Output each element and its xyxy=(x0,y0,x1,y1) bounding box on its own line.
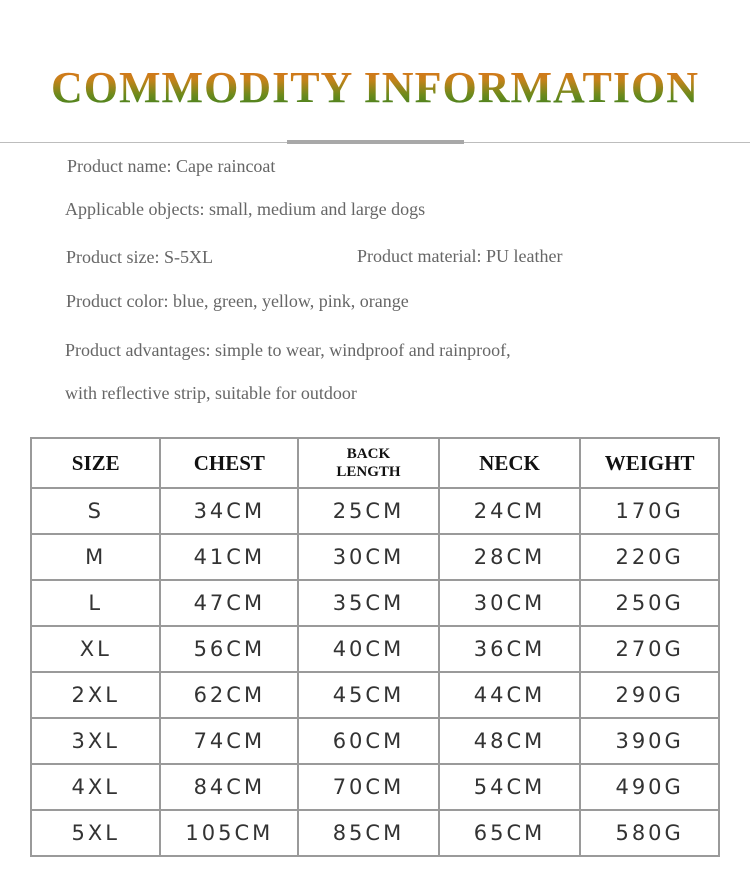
cell-size: XL xyxy=(31,626,160,672)
page-title: COMMODITY INFORMATION xyxy=(0,62,750,113)
product-color: Product color: blue, green, yellow, pink, orange xyxy=(66,291,409,311)
table-body xyxy=(31,488,719,856)
cell-neck: 28CM xyxy=(439,534,581,580)
cell-size: L xyxy=(31,580,160,626)
cell-back-length: 40CM xyxy=(298,626,439,672)
header-back-length-line2: LENGTH xyxy=(336,464,401,480)
table-row xyxy=(31,626,719,672)
table-row xyxy=(31,580,719,626)
table-row xyxy=(31,718,719,764)
cell-size: 4XL xyxy=(31,764,160,810)
cell-size: 3XL xyxy=(31,718,160,764)
cell-chest: 47CM xyxy=(160,580,298,626)
cell-size: S xyxy=(31,488,160,534)
table-row xyxy=(31,764,719,810)
cell-back-length: 60CM xyxy=(298,718,439,764)
cell-back-length: 70CM xyxy=(298,764,439,810)
cell-weight: 490G xyxy=(580,764,719,810)
cell-back-length: 45CM xyxy=(298,672,439,718)
header-chest: CHEST xyxy=(160,438,298,488)
cell-chest: 74CM xyxy=(160,718,298,764)
product-name: Product name: Cape raincoat xyxy=(67,156,276,176)
table-row xyxy=(31,488,719,534)
product-material: Product material: PU leather xyxy=(357,246,563,266)
table-row xyxy=(31,810,719,856)
cell-back-length: 30CM xyxy=(298,534,439,580)
cell-chest: 56CM xyxy=(160,626,298,672)
cell-neck: 36CM xyxy=(439,626,581,672)
header-back-length xyxy=(298,438,439,488)
cell-size: M xyxy=(31,534,160,580)
product-advantages-line1: Product advantages: simple to wear, windproof and rainproof, xyxy=(65,340,511,360)
cell-chest: 34CM xyxy=(160,488,298,534)
cell-back-length: 35CM xyxy=(298,580,439,626)
divider-accent xyxy=(287,140,464,144)
header-size: SIZE xyxy=(31,438,160,488)
cell-weight: 290G xyxy=(580,672,719,718)
cell-size: 5XL xyxy=(31,810,160,856)
cell-neck: 65CM xyxy=(439,810,581,856)
cell-back-length: 25CM xyxy=(298,488,439,534)
cell-back-length: 85CM xyxy=(298,810,439,856)
cell-weight: 270G xyxy=(580,626,719,672)
cell-neck: 54CM xyxy=(439,764,581,810)
cell-neck: 48CM xyxy=(439,718,581,764)
header-neck: NECK xyxy=(439,438,581,488)
cell-weight: 390G xyxy=(580,718,719,764)
table-row xyxy=(31,534,719,580)
table-header-row xyxy=(31,438,719,488)
header-weight: WEIGHT xyxy=(580,438,719,488)
table-row xyxy=(31,672,719,718)
cell-chest: 62CM xyxy=(160,672,298,718)
cell-neck: 24CM xyxy=(439,488,581,534)
cell-size: 2XL xyxy=(31,672,160,718)
product-advantages-line2: with reflective strip, suitable for outdoor xyxy=(65,383,357,403)
cell-weight: 170G xyxy=(580,488,719,534)
cell-weight: 250G xyxy=(580,580,719,626)
cell-weight: 220G xyxy=(580,534,719,580)
cell-chest: 41CM xyxy=(160,534,298,580)
cell-neck: 30CM xyxy=(439,580,581,626)
applicable-objects: Applicable objects: small, medium and large dogs xyxy=(65,199,426,219)
cell-chest: 105CM xyxy=(160,810,298,856)
cell-weight: 580G xyxy=(580,810,719,856)
cell-chest: 84CM xyxy=(160,764,298,810)
header-back-length-line1: BACK xyxy=(346,446,391,462)
product-size: Product size: S-5XL xyxy=(66,247,213,267)
size-table xyxy=(30,437,720,857)
cell-neck: 44CM xyxy=(439,672,581,718)
